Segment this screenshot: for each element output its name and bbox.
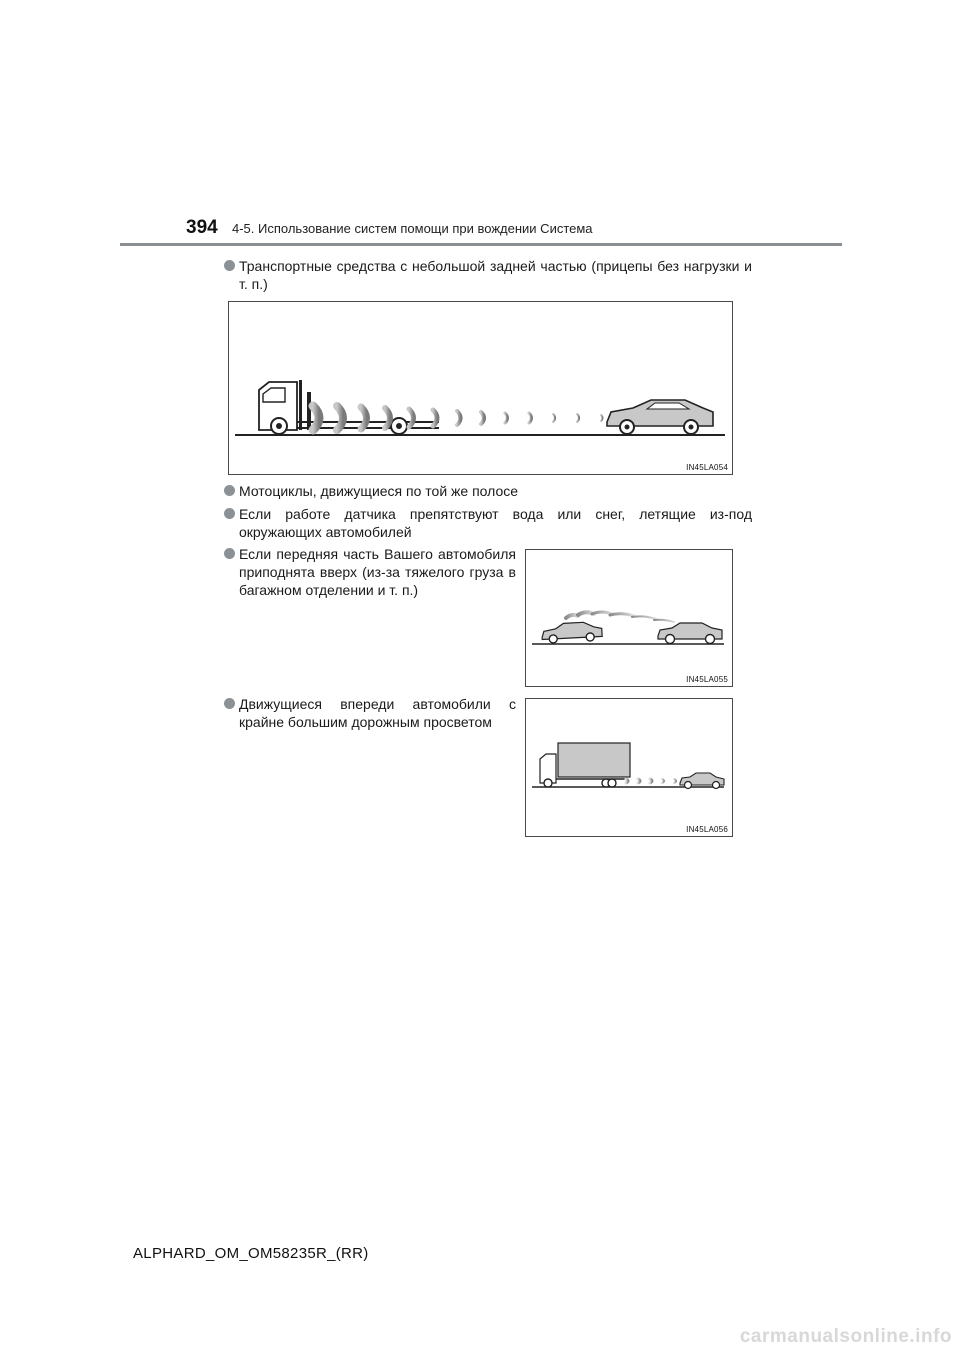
figure-high-clearance bbox=[525, 698, 733, 837]
header-divider bbox=[120, 243, 842, 246]
bullet-item bbox=[224, 482, 752, 500]
figure-trailer bbox=[228, 301, 733, 475]
bullet-text: Если передняя часть Вашего автомобиля приподнята вверх (из-за тяжелого груза в багажном отделении и т. п.) bbox=[239, 546, 516, 598]
bullet-text: Если работе датчика препятствуют вода или снег, летящие из-под окружающих автомобилей bbox=[239, 506, 752, 540]
bullet-item bbox=[224, 695, 516, 733]
page-number: 394 bbox=[186, 217, 218, 238]
bullet-item bbox=[224, 545, 516, 601]
trailer-and-car-radar-icon bbox=[229, 302, 732, 474]
figure-code: IN45LA054 bbox=[686, 463, 728, 472]
document-id: ALPHARD_OM_OM58235R_(RR) bbox=[133, 1245, 369, 1262]
watermark: carmanualsonline.info bbox=[739, 1326, 952, 1347]
bullet-item bbox=[224, 257, 752, 295]
bullet-icon bbox=[224, 698, 235, 709]
bullet-icon bbox=[224, 508, 235, 519]
figure-code: IN45LA056 bbox=[686, 825, 728, 834]
bullet-icon bbox=[224, 548, 235, 559]
figure-code: IN45LA055 bbox=[686, 675, 728, 684]
bullet-text: Движущиеся впереди автомобили с крайне большим дорожным просветом bbox=[239, 696, 516, 730]
bullet-icon bbox=[224, 485, 235, 496]
bullet-text: Мотоциклы, движущиеся по той же полосе bbox=[239, 483, 519, 499]
bullet-item bbox=[224, 505, 752, 543]
raised-front-car-radar-icon bbox=[526, 550, 732, 686]
high-clearance-truck-radar-icon bbox=[526, 699, 732, 836]
bullet-text: Транспортные средства с небольшой задней частью (прицепы без нагрузки и т. п.) bbox=[239, 258, 752, 292]
figure-raised-front bbox=[525, 549, 733, 687]
section-title: 4-5. Использование систем помощи при вождении Система bbox=[232, 221, 593, 236]
bullet-icon bbox=[224, 260, 235, 271]
